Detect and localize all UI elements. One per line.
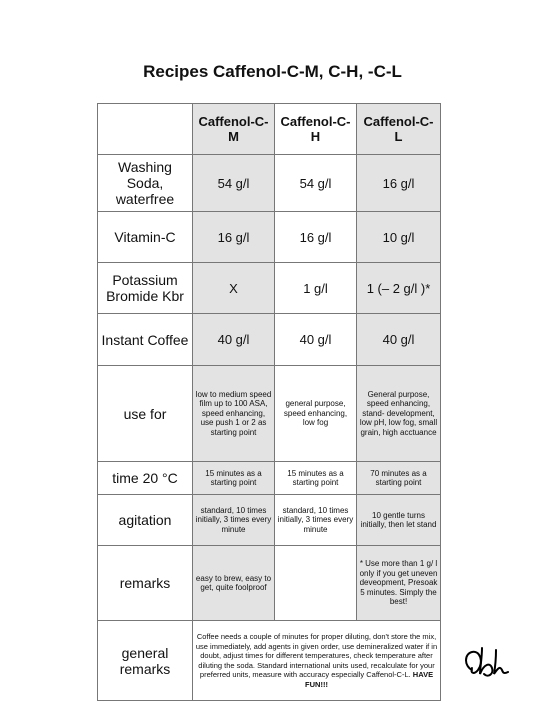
table-row	[98, 314, 441, 366]
cell-value: standard, 10 times initially, 3 times every minute	[275, 495, 357, 546]
cell-value: 54 g/l	[275, 155, 357, 212]
cell-value: 15 minutes as a starting point	[193, 462, 275, 495]
cell-value: 54 g/l	[193, 155, 275, 212]
cell-value: General purpose, speed enhancing, stand- development, low pH, low fog, small grain, high acctuance	[357, 366, 441, 462]
table-row	[98, 495, 441, 546]
cell-value: * Use more than 1 g/ l only if you get uneven deveopment, Presoak 5 minutes. Simply the best!	[357, 546, 441, 621]
table-row	[98, 462, 441, 495]
table-row	[98, 366, 441, 462]
cell-value	[275, 546, 357, 621]
column-header-c-m: Caffenol-C- M	[193, 104, 275, 155]
row-label-agitation: agitation	[98, 495, 193, 546]
signature-icon	[458, 640, 518, 685]
row-label-vitamin-c: Vitamin-C	[98, 212, 193, 263]
cell-value: 70 minutes as a starting point	[357, 462, 441, 495]
row-label-instant-coffee: Instant Coffee	[98, 314, 193, 366]
cell-value: 10 g/l	[357, 212, 441, 263]
cell-value: 40 g/l	[275, 314, 357, 366]
cell-value: 10 gentle turns initially, then let stand	[357, 495, 441, 546]
row-label-use-for: use for	[98, 366, 193, 462]
cell-value: 15 minutes as a starting point	[275, 462, 357, 495]
table-header-row	[98, 104, 441, 155]
row-label-time: time 20 °C	[98, 462, 193, 495]
recipe-table	[97, 103, 441, 701]
page-title: Recipes Caffenol-C-M, C-H, -C-L	[143, 62, 402, 81]
row-label-remarks: remarks	[98, 546, 193, 621]
column-header-c-l: Caffenol-C- L	[357, 104, 441, 155]
cell-value: 1 (– 2 g/l )*	[357, 263, 441, 314]
table-row	[98, 621, 441, 701]
cell-value: standard, 10 times initially, 3 times every minute	[193, 495, 275, 546]
cell-value: easy to brew, easy to get, quite foolproof	[193, 546, 275, 621]
header-empty-cell	[98, 104, 193, 155]
cell-value: X	[193, 263, 275, 314]
general-remarks-emphasis: HAVE FUN!!!	[305, 670, 434, 689]
general-remarks-body: Coffee needs a couple of minutes for proper diluting, don't store the mix, use immediately, add agents in given order, use demineralized water if in doubt, adjust times for different temperatures, check temperature after diluting the soda. Standard international units used, recalculate for your preferred units, measure with accuracy especially Caffenol-C-L.	[195, 632, 438, 679]
row-label-potassium-bromide: Potassium Bromide Kbr	[98, 263, 193, 314]
cell-value: low to medium speed film up to 100 ASA, speed enhancing, use push 1 or 2 as starting point	[193, 366, 275, 462]
table-row	[98, 212, 441, 263]
cell-value: general purpose, speed enhancing, low fog	[275, 366, 357, 462]
row-label-general-remarks: general remarks	[98, 621, 193, 701]
table-row	[98, 263, 441, 314]
row-label-washing-soda: Washing Soda, waterfree	[98, 155, 193, 212]
general-remarks-text	[193, 621, 441, 701]
cell-value: 40 g/l	[357, 314, 441, 366]
cell-value: 16 g/l	[275, 212, 357, 263]
cell-value: 16 g/l	[193, 212, 275, 263]
table-row	[98, 155, 441, 212]
cell-value: 40 g/l	[193, 314, 275, 366]
table-row	[98, 546, 441, 621]
cell-value: 1 g/l	[275, 263, 357, 314]
column-header-c-h: Caffenol-C- H	[275, 104, 357, 155]
cell-value: 16 g/l	[357, 155, 441, 212]
